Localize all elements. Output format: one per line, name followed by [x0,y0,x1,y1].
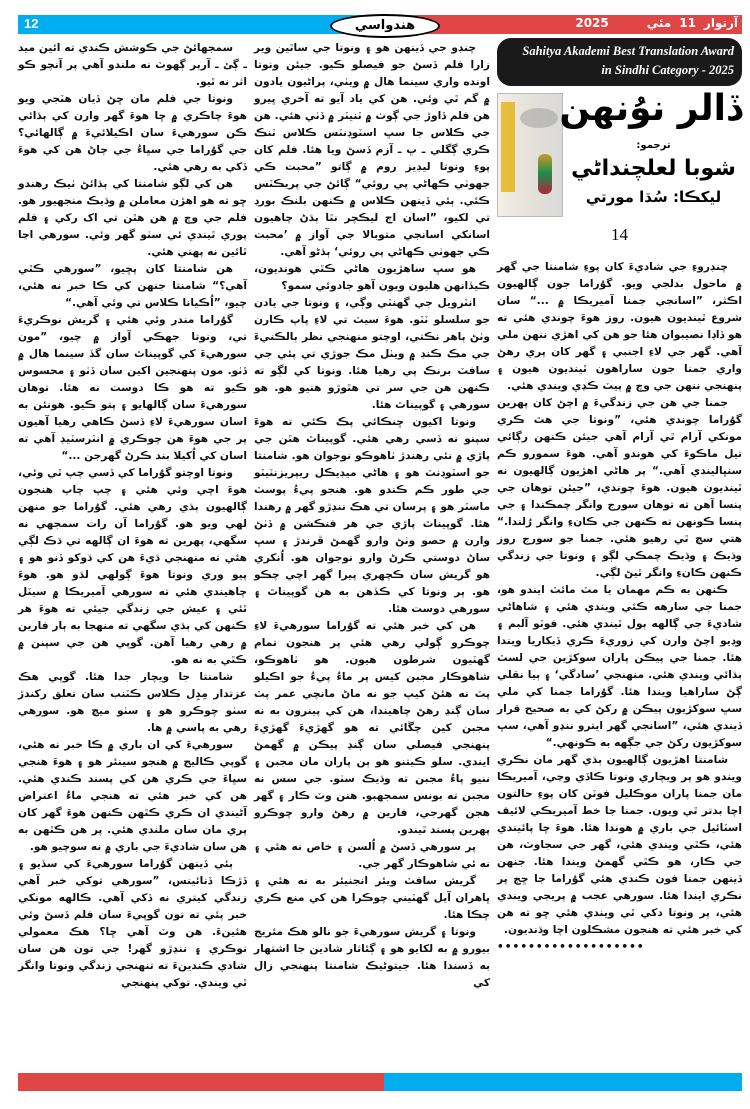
paragraph: هن کي خبر هئي ته گوُراما سورهيءَ لاءِ چوڪرو ڳولي رهي هئي پر هنجون تمام گهٽيون شرطون هيون. هو ٺاهوڪو، شاهوڪار مجبن کيس پر ماءُ پيءُ جو اڪيلو پٽ نه هئڻ کيپ جو نه ماڻ مانچي عمر پٽ سان ڳنڍ رهڻ چاهيندا، هن کي پينرون به نه مجبن کين چڱائي ته هو گهڙيءَ گهڙيءَ پنهنجي فيصلي سان ڳنڍ پيڪن ۾ گهمڻ ايندي. سلو ڪيتنو هو ٻن پاران مان مجبن ۽ ننيو پاءُ مجبن ته وڌيڪ سٺو. جي سس نه مجبن ته بونس سمجهبو. هنن وٽ ڪار ۽ گهر هجن گهرجي، فارين ۾ رهڻ وارو چوڪرو پهرين پسند ٿيندو. [254,620,490,836]
paragraph: هو سڀ ساهڙيون هاڻي ڪٿي هونديون، ڪيڏانهن هليون ويون آهو جادوئي سمو؟ [254,263,490,292]
paragraph: گريش سافٽ ويئر انجنيئر به نه هئي ۽ ڀاهران آيل گهٽيني چوڪرا هن کي منع ڪري چڪا هئا. [254,875,490,921]
date-day-name: آرتوار [703,16,738,30]
header-bar-blue [18,15,375,34]
paragraph: ونوتا جي فلم مان ڇڻ ڏيان هٽجي ويو هوءَ چاڪري ۾ ڇا هوءَ گهر وارن کي ٻڌائي ڪن سورهيءَ سان اڪيلائيءَ ۾ ڳالهائي؟ جي گوُراما جي سڀاءُ جي ڄاڻ هن کي هوءَ ڏکي به رهي هئي. [18,93,247,173]
paragraph: ڪنهن به ڪم مهمان يا مٽ مائٽ ايندو هو، جمنا جي سارهه ڪئي ويندي هئي ۽ شاهاڻي شاديءَ جي ڳالهه ٻول ٿيندي هئي. فوٽو آلبم ۽ وڊيو اچڻ وارن کي زوريءَ ڪري ڏيکاريا ويندا هئا. جمنا جي پيڪن پاران سوکڙين جي لسٽ ٻڌائي ويندي هئي. منهنجي ’سادگي‘ ۽ ٻيا نقلي ڳڻ ساراهيا ويندا هئا. گوُراما جمنا کي ملي سڀ سوکڙيون پيڪن ۾ رکڻ کي به صحيح قرار ڏيندي هئي، ”اسانجي گهر ايترو ننڍو آهي، سڀ سوکڙيون رکڻ جي جڳهه به ڪونهي.“ [497,584,742,749]
translation-label: ترجمو: [636,140,671,151]
paragraph: شامنتا جا ويچار جدا هئا. گوپي هڪ عزتدار مِڊِل ڪلاس ڪٽنب سان تعلق رکندڙ سٺو چوڪرو هو ۽ سٺو ميچ هو. سورهي رهي به پاسي ۾ ها. [18,671,247,734]
footer-bar-red [18,1073,384,1091]
issue-date [575,16,738,30]
paragraph: چنڊو جي ڏينهن هو ۽ ونوتا جي ساٿين وير زارا فلم ڏسڻ جو فيصلو ڪيو. جيئن ونوتا اونده واري سينما هال ۾ ويٺي، پراڻيون يادون ۾ گم ٿي وئي. هن کي ياد آيو ته آخري ڀيرو هن فلم ڏاوڙ جي ڳوٺ ۾ ٽنيٽر ۾ ڏٺي هئي. هن جي ڪلاس جا سڀ اسٽوڊنٽس ڪلاس ٽنڪ ڪري ڳگلي ـ ڀ ـ آزم ڏسڻ ويا هئا. فلم کان پوءِ ونوتا ليڊيز روم ۾ ڳاتو ”محبت ڪي جهوٺي ڪهاڻي پي روئي“ ڳائڻ جي پريڪٽس ڪئي. ٻئي ڏينهن ڪلاس ۾ ڪنهن بلنڪ بورڊ تي لکيو، ”اسان اڄ ليڪچر نٿا ٻڌڻ چاهيون اسانکي اسانجي متوبالا جي آواز ۾ ’محبت ڪي جهوٺي ڪهاڻي پي روئي‘ ٻڌڻو آهي. [254,42,490,258]
cover-title-strip [501,102,515,192]
paragraph: گوُراما مندر وئي هئي ۽ گريش نوڪريءَ تي، ونوتا جهڪي آواز ۾ چيو، ”مون سورهيءَ کي گوپيناٿ سان گڏ سينما هال ۾ ڏٺو. مون پنهنجين اکين سان ڏٺو ۽ محسوس ڪيو ته هو ڪا دوست نه هئا. توهان سورهيءَ سان ڳالهايو ۽ پتو ڪيو. هونئن به اسان سورهيءَ لاءِ ڏسڻ ڪاهي رهيا آهيون پر جي هوءَ هن چوڪري ۾ انٽرسٽيڊ آهي ته اسان کي اُکيلا بند ڪرڻ گهرجن ...“ [18,314,247,462]
end-marker: ••••••••••••••••••• [497,941,645,953]
cover-face [520,108,558,128]
column-middle [254,40,490,992]
serial-title: ڏالر نوُنهن [559,88,742,129]
footer-bar-blue [384,1073,742,1091]
book-cover-image [497,93,563,217]
page-number: 12 [24,16,39,31]
date-day: 11 [679,16,696,30]
date-year: 2025 [575,16,609,30]
award-line-1: Sahitya Akademi Best Translation Award [522,44,734,58]
header-bar [18,15,742,34]
episode-number: 14 [611,225,628,244]
paragraph: پر سورهي ڏسڻ ۾ اُلسن ۽ خاص نه هئي ۽ نه ئي شاهوڪار گهر جي. [254,841,490,870]
paragraph: ونوتا اکيون ڇنڪائي پڪ ڪئي ته هوءَ سپنو نه ڏسي رهي هئي. گوپيناٿ هٿن جي پاڙي ۾ نئي رهندڙ ٺاهوڪو نوجوان هو. شامنتا جو اسٽوڊنٽ هو ۽ هاڻي ميڊيڪل ريپريزنٽيٽو جي طور ڪم ڪندو هو. هنجو پيءُ پوسٽ ماسٽر هو ۽ پرسان تي هڪ ننڍڙو گهر ۾ رهندا هئا. گوپيناٿ پاڙي جي هر فنڪشن ۾ ڏٺڻ وارن ۾ حصو وٺڻ وارو گهمڻ ڦرندڙ ۽ سڀ ساڻ دوستي ڪرڻ وارو نوجوان هو. اُنکري هو گريش سان ڪچهري پيرا گهر اچي چڪو هو. پر ونوتا کي ڪڏهن به هن گوپيناٿ ۽ سورهي دوست هئا. [254,416,490,615]
date-month: مئي [646,16,672,30]
footer-bar [18,1073,742,1091]
newspaper-logo: هندواسي [330,14,440,38]
paragraph: هن شامنتا کان پڇيو، ”سورهي ڪٿي آهي؟“ شامنتا جنهن کي ڪا خبر نه هئي، چيو، ”اُڪيانا ڪلاس تي وئي آهي.“ [18,263,247,309]
cover-earring [538,154,552,194]
translator-name: شوبا لعلچنداڻي [571,156,736,181]
writer-name: ليکڪا: سُڌا مورتي [585,188,722,206]
paragraph: ونوتا اوچتو گوُراما کي ڏسي چپ ٿي وئي، هوءَ اچي وئي هئي ۽ چپ چاپ هنجون ڳالهيون ٻڌي رهي هئي. گوُراما جو منهن لهي ويو هو. گوُراما آن رات سمجهي نه سگهي، پهرين ته هوءَ ان ڳالهه تي ڌڪ لڳي هئي ته منهنجي ڌيءَ هن کي ڌوکو ڏنو هو ۽ پيو وري ونوتا هوءَ ڳولهي لڌو هو. هوءَ چاهيندي هئي ته سورهي آميريڪا ۾ سيٽل ٿئي ۽ عيش جي زندگي جيئي ته هوءَ هر ڪنهن کي ٻڌي سگهي ته منهجا به ٻار فارين ۾ رهي رهيا آهن. گوپي هن جي سپنن ۾ ڪٿي به نه هو. [18,467,247,666]
paragraph: هن کي لڳو شامنتا کي ٻڌائڻ ٺيڪ رهندو ڇو ته هو اهڙن معاملن ۾ وڌيڪ منجهيور هو. فلم جي وچ ۾ هن هٿن تي اک رکي ۽ فلم پوري ٿيندي ئي سٺو گهر وئي. سورهي اڃا ٿائين نه پهتي هئي. [18,178,247,258]
paragraph: جمنا جي هن جي زندگيءَ ۾ اچڻ کان پهرين گوُراما چوندي هئي، ”ونوتا جي هٿ ڪري مونکي آرام ٿي آرام آهي جيئن ڪنهن رڳائي تيل ماڪوءَ کي هوندو آهي. هوءَ سمورو ڪم سنڀاليندي آهي.“ پر هاڻي اهڙيون ڳالهيون نه ٿينديون هيون. هوءَ چوندي، ”جيئن توهان جي پنسا آهن ته توهان سورج وانگر چمڪندا ۽ جي پنسا ڪونهن ته ڪنهن جي ڪانءِ وانگر رُلندا.“ هتي سچ ٿي رهيو هئي. جمنا جو سورج روز وڌيڪ ۽ وڌيڪ چمڪي لڳو ۽ ونوتا جي زندگي ڪنهن ڪانءِ وانگر ٿيڻ لڳي. [497,397,742,579]
paragraph: سمجهائڻ جي ڪوشش ڪندي ته ائين ميد ـ ڳئ ـ آرٻر ڳهوٽ نه ملندو آهي پر آنچو ڪو اثر نه ٿيو. [18,42,247,88]
paragraph: ونوتا ۽ گريش سورهيءَ جو نالو هڪ مئريج بيورو ۾ به لکايو هو ۽ ڳئاثار شادين جا اشتهار به ڏسندا هئا. جيتوڻيڪ شامنتا پنهنجي زال کي [254,926,490,989]
paragraph: ٻئي ڏينهن گوُراما سورهيءَ کي سڏيو ۽ ڏڙڪا ڏنائينس، ”سورهي توکي خبر آهي زندگي کيتري نه ڏکي آهي. ڪالهه مونکي خبر پئي ته تون گوپيءَ سان فلم ڏسڻ وئي هئينءَ. هن وٽ آهي ڇا؟ هڪ معمولي نوڪري ۽ ننڍڙو گهر! جي تون هن سان شادي ڪندينءَ ته تنهنجي زندگي ونوتا وانگر ٿي ويندي. توکي پنهنجي [18,858,247,989]
column-right [497,259,742,956]
award-line-2: in Sindhi Category - 2025 [601,63,734,77]
paragraph: چنڊروءِ جي شاديءَ کان پوءِ شامنتا جي گهر ۾ ماحول بدلجي ويو. گوُراما جون ڳالهيون اڪثر، ”اسانجي جمنا آميريڪا ۾ ...“ سان شروع ٿينديون هيون. روز هوءَ چوندي هئي ته هو ڏاڍا نصيبوان هئا جو هن کي اهڙي ننهن ملي آهي. گهر جي لاءِ اجنبي ۽ گهر کان پري رهڻ واري جمنا جون ساراهون ٿينديون هيون ۽ پنهنجي ننهن جي وچ ۾ پيٽ ڪڍي ويندي هئي. [497,261,742,392]
paragraph: انٽرويل جي گهنٽي وڳي، ۽ ونوتا جي يادن جو سلسلو ٽٽو. هوءَ سيٽ تي لاءِ پاپ ڪارن وٺڻ ٻاهر نڪتي، اوچتو منهنجي نظر ٻالڪنيءَ جي مڪ ڪنڊ ۾ ويٺل مڪ جوڙي تي پئي جي سافٽ برنڪ پي رهيا هئا. ونوتا کي لڳو ته ڪنهن هن جي سر تي هٿوڙو هنيو هو. هو سورهي ۽ گوپيناٿ هئا. [254,297,490,411]
column-left [18,40,247,992]
paragraph: سورهيءَ کي ان باري ۾ ڪا خبر نه هئي، گوپي ڪاليج ۾ هنجو سينئر هو ۽ هوءَ هنجي سڀاءَ جي ڪري هن کي پسند ڪندي هئي. هن کي خبر هئي ته هنجي ماءُ اعتراض آڻيندي ان ڪري ڪٿهن ڪنهن هوءَ گهر کان پري مان سان ملندي هئي. پر هن ڪٿهن به هن سان شاديءَ جي باري ۾ نه سوچيو هو. [18,739,247,853]
award-banner [497,38,742,86]
paragraph: شامنتا اهڙيون ڳالهيون ٻڌي گهر مان نڪري ويندو هو پر ويچاري ونوتا ڪاڏي وڃي، آميريڪا مان جمنا پاران موڪليل فوٽن کان پوءِ حالتون اچا بدتر ٿي ويون. جمنا جا خط آميريڪي لائيف اسٽائيل جي باري ۾ هوندا هئا. هوءَ ڇا پائيندي هئي، ڪٿي ويندي هئي، گهر جي سجاوٽ، هن جي ڪار، هو ڪٿي گهمڻ ويندا هئا. جنهن ڏينهن جمنا فون ڪندي هئي گوُراما جا ڇڄ پر نڪري ايندا هئا. سورهي عجب ۾ پريجي ويندي هئي، پر ونوتا دکي ٿي ويندي هئي ڇو ته هن کي خبر هئي ته هنجون مشڪلون اچا وڌنديون. [497,754,742,936]
